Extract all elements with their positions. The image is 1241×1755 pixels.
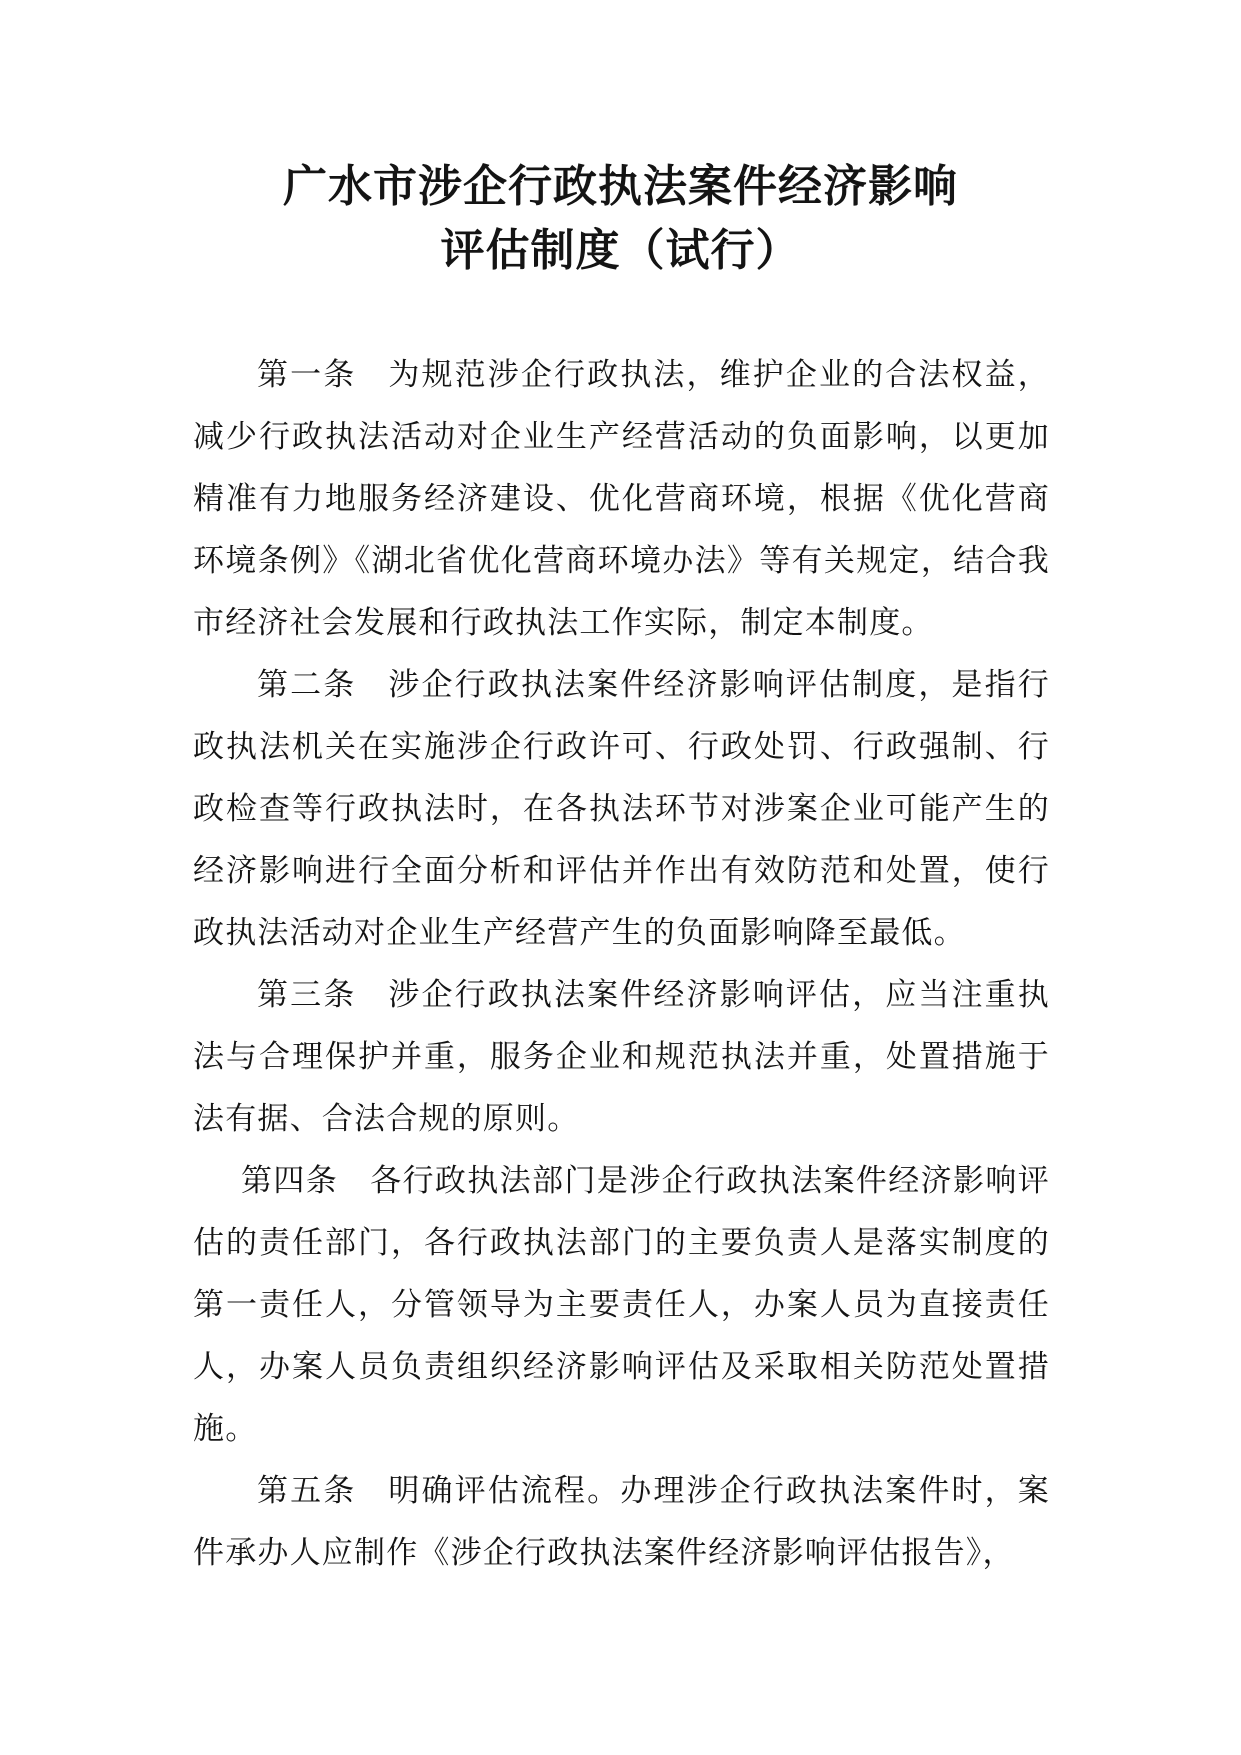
article-text: 各行政执法部门是涉企行政执法案件经济影响评估的责任部门，各行政执法部门的主要负责人是落实制度的第一责任人，分管领导为主要责任人，办案人员为直接责任人，办案人员负责组织经济影响评估及采取相关防范处置措施。 <box>193 1163 1050 1447</box>
article-2 <box>193 654 1050 964</box>
article-number: 第四条 <box>241 1163 339 1199</box>
article-number: 第一条 <box>257 357 357 393</box>
article-number: 第五条 <box>257 1473 357 1509</box>
article-text: 涉企行政执法案件经济影响评估制度，是指行政执法机关在实施涉企行政许可、行政处罚、行政强制、行政检查等行政执法时，在各执法环节对涉案企业可能产生的经济影响进行全面分析和评估并作出有效防范和处置，使行政执法活动对企业生产经营产生的负面影响降至最低。 <box>193 667 1050 951</box>
document-title-line-1: 广水市涉企行政执法案件经济影响 <box>283 161 958 212</box>
document-title-line-2: 评估制度（试行） <box>440 225 801 276</box>
article-1 <box>193 344 1050 654</box>
article-4 <box>193 1150 1050 1460</box>
article-3 <box>193 964 1050 1150</box>
article-number: 第三条 <box>257 977 357 1013</box>
article-text: 涉企行政执法案件经济影响评估，应当注重执法与合理保护并重，服务企业和规范执法并重，处置措施于法有据、合法合规的原则。 <box>193 977 1050 1137</box>
article-text: 为规范涉企行政执法，维护企业的合法权益，减少行政执法活动对企业生产经营活动的负面影响，以更加精准有力地服务经济建设、优化营商环境，根据《优化营商环境条例》《湖北省优化营商环境办法》等有关规定，结合我市经济社会发展和行政执法工作实际，制定本制度。 <box>193 357 1050 641</box>
article-number: 第二条 <box>257 667 357 703</box>
document-body <box>193 344 1050 1584</box>
article-text: 明确评估流程。办理涉企行政执法案件时，案件承办人应制作《涉企行政执法案件经济影响评估报告》， <box>193 1473 1050 1571</box>
article-5 <box>193 1460 1050 1584</box>
